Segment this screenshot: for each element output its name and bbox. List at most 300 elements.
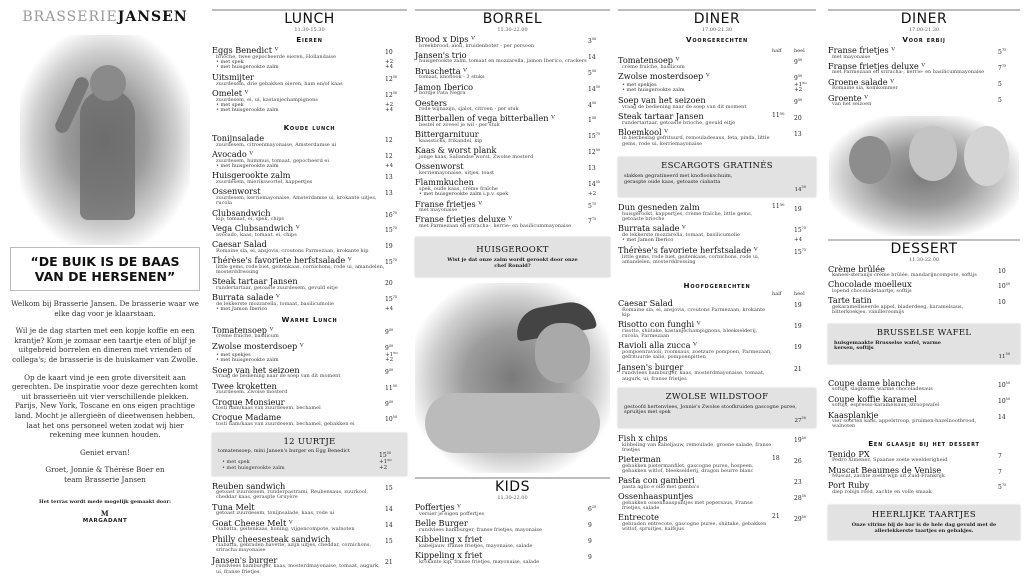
menu-item-row [212,382,407,396]
item-description: met mayonaise [419,207,458,214]
menu-item [618,224,816,243]
menu-item-row [618,96,816,110]
addon-label: • met huisgerookte zalm [216,357,279,364]
item-description: rundvlees hamburger, franse frietjes, mayonaise [419,526,542,533]
menu-item [212,224,407,238]
item-text [618,476,772,490]
item-price: 10 [998,267,1006,275]
item-price: 19 [794,206,802,214]
box-title: HUISGEROOKT [476,245,549,256]
item-name: Jamon Iberico [415,81,474,92]
menu-item [828,78,1020,92]
item-half-price [772,128,794,147]
item-name: Clubsandwich [212,207,271,218]
menu-item-row [828,78,1020,92]
menu-item [828,62,1020,76]
section-title: DINER [900,11,948,27]
menu-item-row [212,150,407,164]
item-description: zuurdesem, drie gebakken eieren, ham en/of kaas [216,80,343,87]
item-addon [212,358,407,364]
menu-item-row [828,481,1020,495]
menu-item [415,503,610,517]
item-name: Jansen's burger [212,554,278,565]
menu-item [828,411,1020,430]
item-price: 10 [385,49,393,56]
menu-item [415,83,610,97]
menu-item [415,67,610,81]
addon-label: • met huisgerookte zalm i.p.v. spek [419,190,509,197]
item-addon [415,192,610,198]
section-title: DESSERT [890,240,958,257]
item-description: huisgerookte zalm, tomaat en mozzarella, jamon Iberico, crackers [419,58,587,65]
item-price: $5^{75}$ [588,201,597,210]
item-price: $11^{50}$ [998,351,1010,360]
lunch-column [212,0,407,579]
item-price: $4^{50}$ [588,100,597,109]
menu-item-row [618,299,816,318]
item-description: diep robijn rood, zachte en volle smaak [832,489,932,496]
item-description: ciabatta, geitenkaas, honing, vijgencompote, walnoten [216,526,355,533]
box-text: Wist je dat onze zalm wordt gerookt door onze chef Ronald? [447,257,578,269]
menu-item [828,379,1020,393]
item-half-price [772,56,794,70]
item-description: rundvlees hamburger, kaas, mosterdmayonaise, tomaat, augurk, ui, franse frietjes [216,563,380,575]
item-price: 9 [588,522,592,530]
menu-item-row [618,434,816,453]
item-half-price [772,363,794,382]
menu-item-row [828,296,1020,315]
addon-price: +2 [385,357,394,364]
item-name: Tonijnsalade [212,133,265,144]
item-text [618,224,772,238]
item-name: Groente ⱽ [828,92,868,103]
menu-item [828,94,1020,108]
item-description: rundertartaar, getoaste zuurdesem, gevuld eitje [216,284,338,291]
item-name: Franse frietjes ⱽ [415,198,483,209]
menu-item-row [415,200,610,214]
item-price: $12^{50}$ [385,75,398,84]
item-price: 5 [998,96,1002,104]
item-name: Burrata salade ⱽ [618,223,686,234]
item-half-price [772,224,794,238]
item-text [415,35,588,49]
item-text [212,134,385,148]
menu-item [828,296,1020,315]
menu-item [212,556,407,575]
item-name: Tuna Melt [212,501,255,512]
item-name: Twee kroketten [212,380,277,391]
item-price: 19 [794,302,802,310]
item-description: little gems, rode biet, geitenkaas, cornichons, rode ui, amandelen, mosterddressing [622,253,760,265]
menu-item [212,89,407,114]
section-hours: 11.30-22.00 [497,27,528,33]
item-text [212,277,385,291]
item-price: 21 [794,365,802,373]
item-description: krokante kip, franse frietjes, mayonaise, salade [419,558,540,565]
menu-item-row [212,293,407,307]
item-description: versier je eigen poffertjes [419,511,485,518]
item-text [212,535,385,554]
item-name: Tomatensoep ⱽ [212,324,274,335]
menu-item [415,535,610,549]
item-price: $9^{50}$ [794,73,803,82]
item-text [828,94,998,108]
addon-label: • met spekjes [622,81,657,88]
item-text [415,114,588,128]
item-text [415,162,588,176]
menu-item-row [212,187,407,206]
item-text [212,293,385,307]
item-price: $15^{75}$ [588,132,601,141]
item-name: Fish x chips [618,433,668,444]
addon-price: +2 [385,101,394,108]
item-text [828,411,998,430]
menu-item [415,178,610,197]
addon-price: +2 [588,190,597,197]
menu-item-row [618,320,816,339]
item-price: 13 [794,130,802,138]
menu-item-row [618,128,816,147]
section-title: BORREL [482,11,543,27]
subsection-title: Voorgerechten [686,35,748,44]
menu-item [618,96,816,110]
menu-item-row [618,112,816,126]
menu-item-row [618,203,816,222]
item-name: Ossenhaaspuntjes [618,491,694,502]
item-text [415,130,588,144]
menu-item-row [212,413,407,427]
item-name: Ossenworst [212,186,261,197]
item-price: $14^{50}$ [588,84,601,93]
section-title: LUNCH [284,11,335,27]
item-description: getoast zuurdesem, tonijnsalade, kaas, rode ui [216,510,335,517]
item-name: Ravioli alla zucca ⱽ [618,340,697,351]
section-hours: 17.00-21.30 [701,27,733,33]
item-name: Muscat Beaumes de Venise [828,464,942,475]
item-text [212,382,385,396]
menu-item-row [212,46,407,60]
item-name: Steak tartaar Jansen [212,276,298,287]
menu-item [212,134,407,148]
item-name: Eggs Benedict ⱽ [212,45,279,55]
item-price: 7 [998,452,1002,460]
item-price: $5^{50}$ [588,68,597,77]
item-name: Pieterman [618,454,661,465]
item-price: $5^{75}$ [998,483,1007,492]
subsection-title: Voor erbij [902,35,946,44]
box-text: huisgemaakte Brusselse wafel, warme kersen, softijs [834,339,941,352]
item-description: vraag de bediening naar de soep van dit moment [216,373,341,380]
item-name: Burrata salade ⱽ [212,292,280,303]
menu-item [618,299,816,318]
item-description: softijs, espresso-karamelsaus, stroopwafel [832,402,940,409]
menu-item [415,35,610,49]
item-half-price [772,341,794,360]
item-name: Flammkuchen [415,177,474,188]
item-price: $27^{50}$ [794,416,806,425]
item-text [618,363,772,382]
women-eating-photo [829,116,1019,236]
item-price: 19 [385,243,393,251]
intro-column [0,0,210,579]
item-addon [218,466,401,472]
item-name: Zwolse mosterdsoep ⱽ [212,340,304,351]
item-price: 26 [794,458,802,466]
item-text [415,551,588,565]
item-description: met mayonaise [832,53,871,60]
item-price: 14 [385,521,393,529]
item-text [212,326,385,340]
item-name: Thérèse's favoriete herfstsalade ⱽ [618,244,758,255]
item-price: 9 [588,554,592,562]
addon-label: • met huisgerookte zalm [222,464,285,471]
item-name: Croque Monsieur [212,396,285,407]
item-price: $12^{50}$ [588,148,601,157]
item-name: Coupe dame blanche [828,377,916,388]
item-text [828,450,998,464]
item-price: $9^{50}$ [385,327,394,336]
intro-paragraph: Welkom bij Brasserie Jansen. De brasserie waar we elke dag voor je klaarstaan. [11,299,199,318]
item-price: $15^{75}$ [794,247,807,256]
addon-price: +4 [385,64,394,71]
item-price: $15^{75}$ [385,295,398,304]
item-description: met Parmezaan en sriracha-, kerrie- en basilicummayonaise [419,222,572,229]
item-text [618,320,772,339]
item-price: $6^{25}$ [588,505,597,514]
menu-item [212,187,407,206]
item-text [618,96,772,110]
item-half-price [772,476,794,490]
item-description: Muscat, zachte zoete wijn uit Zuid-Frankrijk [832,473,945,480]
item-description: risotto, shiitake, kastanjechampignons, bleekselderij, rucola, Parmezaan [622,327,758,340]
item-description: gebraden entrecote, gascogne puree, shiitake, gebakken witlof, spruitjes, kalfsjus [622,521,767,533]
menu-item [828,466,1020,480]
item-text [212,240,385,254]
item-price: $7^{75}$ [998,63,1007,72]
item-description: tosti ham/kaas van zuurdesem, bechamel [216,405,321,412]
item-description: kabeljauw, franse frietjes, mayonaise, salade [419,542,533,549]
item-price: $11^{50}$ [385,383,398,392]
menu-item [212,150,407,169]
menu-item-row [828,450,1020,464]
item-text [212,366,385,380]
item-name: Pasta con gamberi [618,475,695,486]
menu-item [618,492,816,511]
item-addon [212,164,407,170]
item-name: Huisgerookte zalm [212,170,291,181]
item-text [212,556,385,575]
item-price: $10^{50}$ [998,380,1011,389]
menu-item-row [618,513,816,532]
menu-item-row [212,209,407,223]
item-text [415,83,588,97]
item-description: tosti ham/kaas van zuurdesem, bechamel, gebakken ei [216,421,355,428]
item-price: $9^{50}$ [385,399,394,408]
menu-item-row [212,503,407,517]
item-description: brioche, twee gepocheerde eieren, Hollandaise [216,53,336,60]
wildstoof-box [618,388,816,428]
item-name: Kibbeling x friet [415,534,483,545]
item-price: 19 [794,323,802,331]
box-title: BRUSSELSE WAFEL [876,327,972,338]
item-text [415,51,588,65]
item-price: 19 [794,344,802,352]
menu-item [212,482,407,501]
menu-item-row [212,482,407,501]
brand-bold: JANSEN [117,9,188,25]
menu-item-row [415,162,610,176]
item-description: breekbrood, aïoli, kruidenboter - per persoon [419,42,535,49]
item-text [828,280,998,294]
menu-item-row [415,535,610,549]
addon-price: +4 [794,237,803,244]
menu-item-row [618,246,816,265]
item-name: Kippeling x friet [415,550,483,561]
sponsor-mark-icon: M [100,508,110,518]
item-name: Bloemkool ⱽ [618,126,668,137]
item-name: Crème brûlée [828,263,885,274]
item-price: $5^{75}$ [998,48,1007,56]
subsection-title: Hoofdgerechten [683,281,751,291]
child-photo [20,35,190,245]
taartjes-box [828,505,1020,539]
menu-item-row [828,395,1020,409]
item-description: gebakken pietermanfilet, gascogne puree, hospeen, gebakken witlof, bleekselderij, dragon beurre blanc [622,462,754,475]
item-addon [212,65,407,71]
menu-item-row [212,256,407,275]
menu-item-row [828,62,1020,76]
item-description: kip, tomaat, ei, spek, chips [216,216,284,223]
box-text: gestoofd hertenvlees, Jonnie's Zwolse stoofkruiden gascogne puree, spruitjes met spek [624,403,797,416]
item-description: kaassticks, frikandel, kip [419,137,483,144]
item-name: Oesters [415,97,448,108]
item-description: little gems, rode biet, geitenkaas, cornichons, rode ui, amandelen, mosterddressing [216,263,385,276]
item-description: kaneel-steranijs crème brûlée, mandarijncompote, softijs [832,272,977,279]
addon-price: +1⁵⁰ [385,351,398,358]
item-text [212,46,385,60]
sponsor-name: MARGADANT [82,517,128,524]
addon-label: • met huisgerookte zalm [622,87,685,94]
item-description: met Parmezaan en sriracha-, kerrie- en basilicummayonaise [832,69,985,76]
menu-item [212,503,407,517]
addon-price: +4 [385,107,394,114]
item-price: 15 [385,484,393,492]
menu-item-row [212,277,407,291]
menu-item-row [618,476,816,490]
item-description: vraag de bediening naar de soep van dit moment [622,103,747,110]
item-text [415,178,588,192]
item-half-price [772,96,794,110]
item-name: Kaas & worst plank [415,145,497,156]
menu-item-row [415,51,610,65]
menu-item-row [828,94,1020,108]
menu-item-row [415,130,610,144]
terrace-note: Het terras wordt mede mogelijk gemaakt door: [39,498,171,505]
item-text [415,215,588,229]
addon-price: +4 [385,162,394,169]
quote-box: “DE BUIK IS DE BAAS VAN DE HERSENEN” [10,247,200,291]
item-text [415,503,588,517]
menu-item-row [618,492,816,511]
item-text [828,481,998,495]
item-description: bordje Pata Negra [419,90,466,97]
item-text [212,73,385,87]
menu-item [415,99,610,113]
menu-item [618,246,816,265]
item-name: Tomatensoep ⱽ [618,55,680,65]
menu-item-row [415,503,610,517]
menu-item-row [212,171,407,185]
item-description: ciabatta, gebraden bavette, azijn uitjes, cheddar, cornichons, sriracha mayonaise [216,542,372,554]
item-text [415,67,588,81]
item-half-price: 21 [772,513,780,521]
item-text [415,519,588,533]
item-price: 5 [998,80,1002,88]
addon-label: • met spek [222,459,250,466]
menu-item-row [828,46,1020,60]
item-description: rundvlees hamburger, kaas, mosterdmayonaise, tomaat, augurk, ui, franse frietjes [622,370,765,382]
section-hours: 17.00-21.30 [908,27,940,33]
item-description: jonge kaas, Sallandse worst, Zwolse mosterd [419,153,534,160]
item-price: 13 [385,174,393,182]
item-description: zuurdesem, kerriemayonaise, Amsterdamse ui, krokante uitjes, rucola [216,194,377,207]
subsection-title: Eieren [296,35,323,44]
menu-item-row [212,535,407,554]
addon-label: • met Jamon Iberico [622,237,674,244]
item-name: Franse frietjes ⱽ [828,45,896,55]
item-text [212,503,385,517]
box-text: tomatensoep, mini Jansen's burger en Egg Benedict [218,448,350,455]
item-text [212,398,385,412]
item-name: Franse frietjes deluxe ⱽ [828,60,926,71]
item-price: $10^{50}$ [998,396,1011,405]
item-text [212,413,385,427]
item-text [212,256,385,275]
item-text [212,187,385,206]
item-text [618,56,772,70]
menu-item [212,413,407,427]
section-title: KIDS [495,479,530,496]
item-text [618,455,772,474]
menu-item-row [212,398,407,412]
item-name: Caesar Salad [618,298,673,309]
sponsor-logo [0,509,210,524]
item-price: $10^{50}$ [998,282,1011,291]
item-text [212,150,385,164]
item-price: 7 [998,468,1002,476]
item-name: Chocolade moelleux [828,279,912,290]
item-text [828,78,998,92]
item-price: 14 [385,505,393,513]
menu-item [618,341,816,360]
item-name: Uitsmijter [212,72,254,83]
menu-item [212,398,407,412]
menu-item-row [415,35,610,49]
addon-label: • met huisgerookte zalm [216,107,279,114]
item-addon [618,88,816,94]
menu-item [618,56,816,70]
item-name: Omelet ⱽ [212,87,249,98]
item-price: $9^{50}$ [385,343,394,352]
menu-item-row [828,280,1020,294]
item-price: $19^{50}$ [794,436,807,445]
item-text [828,296,998,315]
menu-item [212,535,407,554]
item-name: Soep van het seizoen [212,364,300,375]
item-description: pasta aglio e olio met gamba's [622,484,700,490]
box-title: 12 UURTJE [283,437,336,448]
item-name: Steak tartaar Jansen [618,110,704,121]
